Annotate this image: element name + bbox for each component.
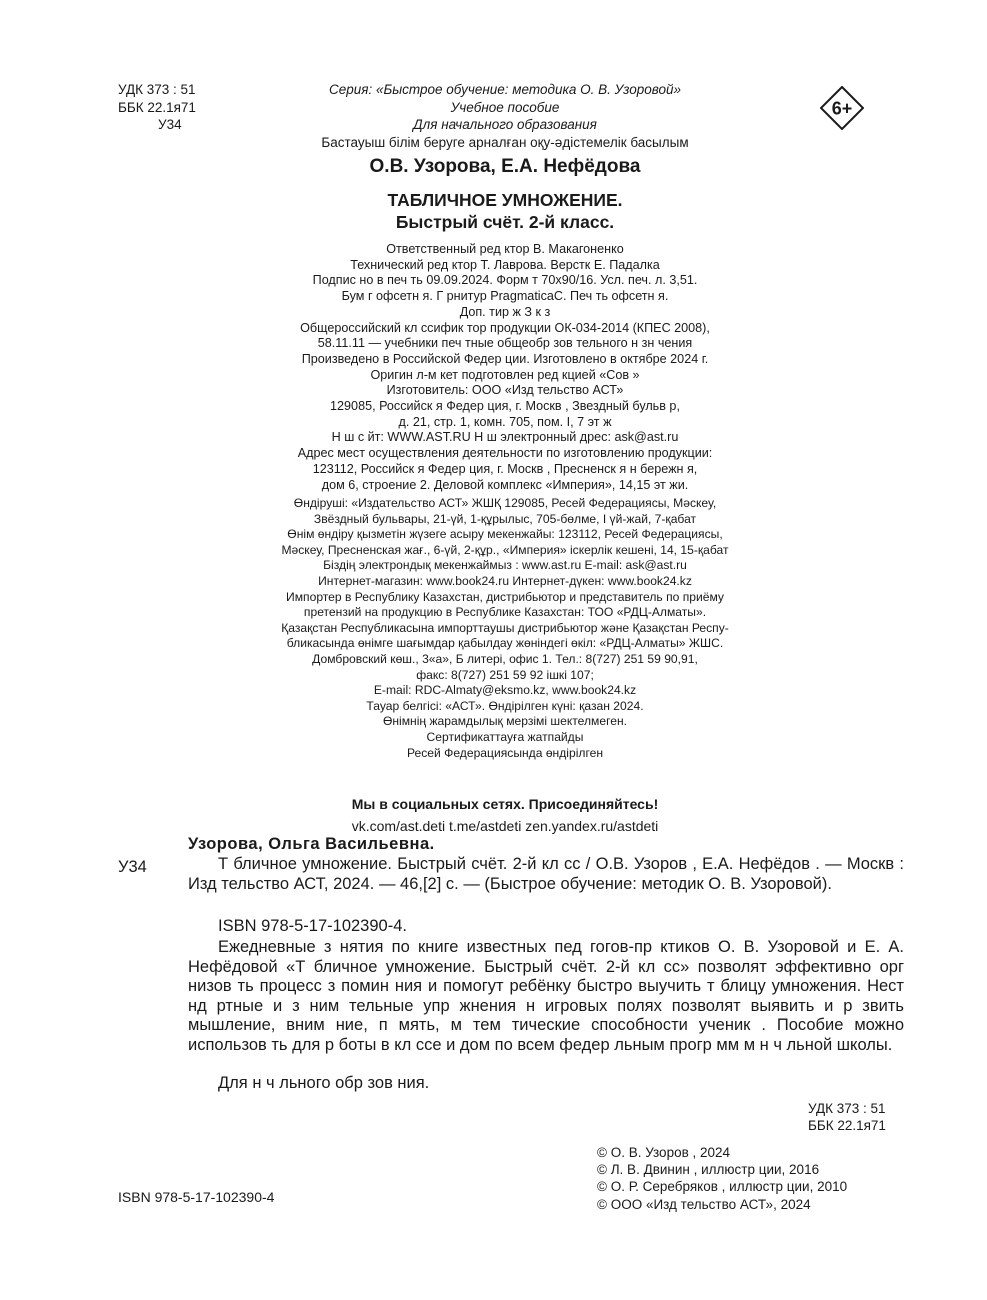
kz-imprint-line: Қазақстан Республикасына импорттаушы дистрибьютор және Қазақстан Респу- — [281, 620, 729, 635]
imprint-line: дом 6, строение 2. Деловой комплекс «Империя», 14,15 эт жи. — [321, 477, 689, 492]
imprint-line: Подпис но в печ ть 09.09.2024. Форм т 70x90/16. Усл. печ. л. 3,51. — [312, 273, 698, 288]
classification-block — [118, 81, 196, 134]
book-title-line1: ТАБЛИЧНОЕ УМНОЖЕНИЕ. — [387, 190, 623, 210]
imprint-line: Произведено в Российской Федер ции. Изготовлено в октябре 2024 г. — [301, 351, 709, 366]
bbk-code: ББК 22.1я71 — [118, 99, 196, 115]
social-heading: Мы в социальных сетях. Присоединяйтесь! — [351, 796, 659, 812]
catalog-card-annotation: Ежедневные з нятия по книге известных пед гогов-пр ктиков О. В. Узоровой и Е. А. Нефёдовой «Т бличное умножение. Быстрый счёт. 2-й кл сс» позволят эффективно орг низов ть процесс з помин ния и помогут ребёнку быстро выучить т блицу умножения. Нест нд ртные и з ним тельные упр жнения н игровых полях позволят выявить и р звить мышление, вним ние, п мять, м тем тические способности ученик . Пособие можно использов ть для р боты в кл ссе и дом по всем федер льным прогр мм м н ч льной школы. — [188, 938, 904, 1054]
copyright-block — [597, 1144, 847, 1213]
author-mark: У34 — [158, 117, 182, 132]
imprint-line: 123112, Российск я Федер ция, г. Москв , Пресненск я н бережн я, — [312, 461, 698, 476]
kz-imprint-line: Біздің электрондық мекенжаймыз : www.ast.ru E-mail: ask@ast.ru — [323, 558, 687, 573]
social-links[interactable]: vk.com/ast.deti t.me/astdeti zen.yandex.ru/astdeti — [351, 818, 659, 834]
imprint-line: Общероссийский кл ссифик тор продукции ОК-034-2014 (КПЕС 2008), — [300, 320, 710, 335]
bbk-code-bottom: ББК 22.1я71 — [808, 1118, 886, 1133]
kz-imprint-line: Өнімнің жарамдылық мерзімі шектелмеген. — [382, 714, 628, 729]
imprint-line: Ответственный ред ктор В. Макагоненко — [386, 242, 624, 256]
series-level-kz: Бастауыш білім беруге арналған оқу-әдістемелік басылым — [321, 134, 689, 150]
kz-imprint-block — [240, 496, 770, 761]
catalog-card-code: У34 — [118, 858, 147, 876]
imprint-line: Доп. тир ж З к з — [459, 304, 551, 319]
series-level: Для начального образования — [413, 117, 597, 132]
copyright-line: © Л. В. Двинин , иллюстр ции, 2016 — [597, 1162, 820, 1178]
imprint-line: Технический ред ктор Т. Лаврова. Верстк Е. Падалка — [350, 257, 660, 272]
kz-imprint-line: Ресей Федерациясында өндірілген — [407, 745, 603, 760]
imprint-line: Изготовитель: ООО «Изд тельство АСТ» — [386, 383, 624, 398]
udk-code-bottom: УДК 373 : 51 — [808, 1101, 886, 1116]
kz-imprint-line: Өндіруші: «Издательство АСТ» ЖШҚ 129085, Ресей Федерациясы, Мәскеу, — [293, 496, 717, 510]
imprint-line: Н ш с йт: WWW.AST.RU Н ш электронный дрес: ask@ast.ru — [331, 430, 679, 445]
kz-imprint-line: E-mail: RDC-Almaty@eksmo.kz, www.book24.kz — [373, 683, 637, 698]
kz-imprint-line: Өнім өндіру қызметін жүзеге асыру мекенжайы: 123112, Ресей Федерациясы, — [287, 527, 723, 542]
imprint-line: Адрес мест осуществления деятельности по изготовлению продукции: — [297, 446, 713, 461]
kz-imprint-line: Интернет-магазин: www.book24.ru Интернет-дүкен: www.book24.kz — [318, 573, 692, 588]
series-block — [260, 81, 750, 151]
series-title: Серия: «Быстрое обучение: методика О. В. Узоровой» — [328, 82, 682, 97]
kz-imprint-line: Мәскеу, Пресненская жағ., 6-үй, 2-құр., «Империя» іскерлік кешені, 14, 15-қабат — [281, 542, 729, 557]
kz-imprint-line: Тауар белгісі: «АСТ». Өндірілген күні: қазан 2024. — [366, 698, 644, 713]
imprint-block — [240, 242, 770, 493]
classification-bottom — [808, 1100, 886, 1134]
kz-imprint-line: факс: 8(727) 251 59 92 ішкі 107; — [416, 667, 594, 682]
book-title-line2: Быстрый счёт. 2-й класс. — [395, 212, 615, 232]
copyright-line: © О. В. Узоров , 2024 — [597, 1145, 731, 1160]
kz-imprint-line: Домбровский көш., 3«а», Б литері, офис 1. Тел.: 8(727) 251 59 90,91, — [312, 651, 698, 666]
imprint-line: 58.11.11 — учебники печ тные общеобр зов тельного н зн чения — [317, 336, 693, 351]
kz-imprint-line: Сертификаттауға жатпайды — [426, 729, 584, 744]
copyright-line: © О. Р. Серебряков , иллюстр ции, 2010 — [597, 1179, 848, 1195]
imprint-line: Бум г офсетн я. Г рнитур PragmaticaC. Печ ть офсетн я. — [341, 289, 669, 304]
kz-imprint-line: претензий на продукцию в Республике Казахстан: ТОО «РДЦ-Алматы». — [303, 605, 707, 620]
age-rating-label: 6+ — [831, 98, 853, 119]
catalog-card-audience: Для н ч льного обр зов ния. — [218, 1074, 430, 1092]
imprint-line: 129085, Российск я Федер ция, г. Москв , Звездный бульв р, — [330, 399, 680, 414]
udk-code: УДК 373 : 51 — [118, 82, 196, 97]
age-rating-icon — [820, 86, 864, 130]
book-title — [260, 189, 750, 233]
catalog-card-description — [188, 855, 904, 894]
catalog-card-author: Узорова, Ольга Васильевна. — [188, 835, 435, 853]
catalog-card-description-text: Т бличное умножение. Быстрый счёт. 2-й кл сс / О.В. Узоров , Е.А. Нефёдов . — Москв : Изд тельство АСТ, 2024. — 46,[2] с. — (Быстрое обучение: методик О. В. Узоровой). — [188, 855, 904, 893]
catalog-card-isbn: ISBN 978-5-17-102390-4. — [218, 917, 407, 935]
copyright-line: © ООО «Изд тельство АСТ», 2024 — [597, 1196, 811, 1212]
isbn-bottom: ISBN 978-5-17-102390-4 — [118, 1189, 275, 1205]
series-type: Учебное пособие — [450, 99, 560, 115]
imprint-line: Оригин л-м кет подготовлен ред кцией «Сов » — [370, 367, 640, 382]
kz-imprint-line: Звёздный бульвары, 21-үй, 1-құрылыс, 705-бөлме, I үй-жай, 7-қабат — [313, 511, 697, 526]
kz-imprint-line: бликасында өнімге шағымдар қабылдау жөніндегі өкіл: «РДЦ-Алматы» ЖШС. — [286, 636, 724, 651]
book-authors: О.В. Узорова, Е.А. Нефёдова — [369, 156, 641, 177]
kz-imprint-line: Импортер в Республику Казахстан, дистрибьютор и представитель по приёму — [286, 589, 724, 604]
imprint-line: д. 21, стр. 1, комн. 705, пом. I, 7 эт ж — [398, 414, 612, 429]
